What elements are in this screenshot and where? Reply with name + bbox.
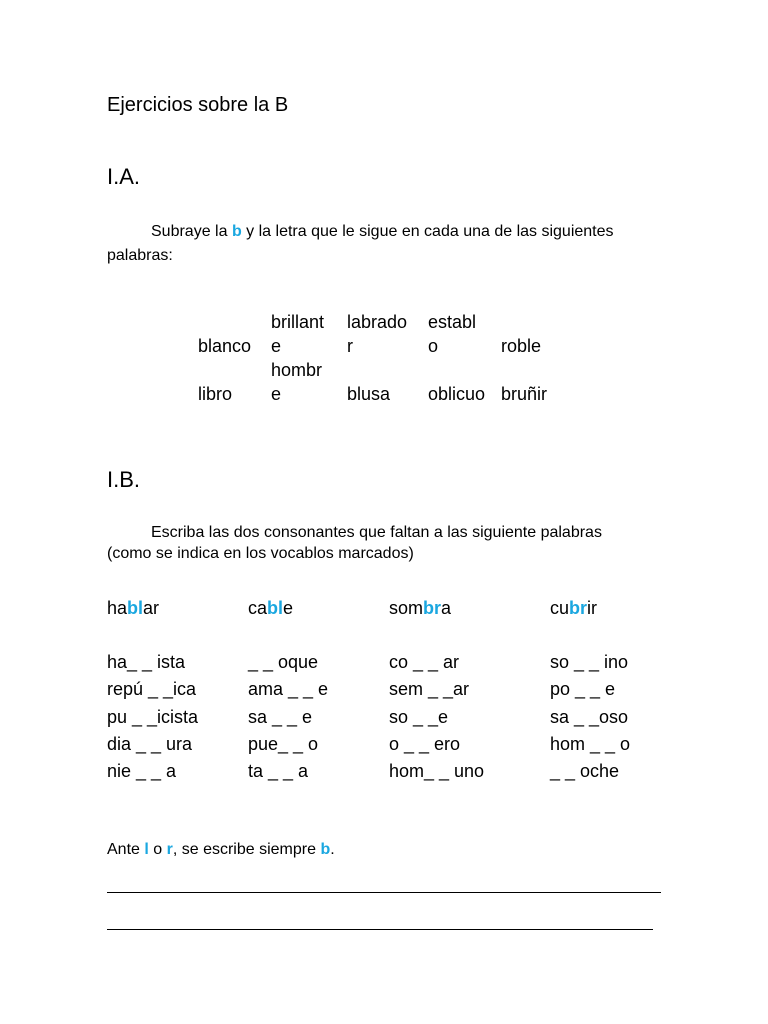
example-word: [248, 595, 293, 622]
exercise-item: sa _ _oso: [550, 706, 629, 727]
exercise-item: pu _ _icista: [107, 706, 199, 727]
exercise-column: [550, 649, 630, 785]
example-highlight: bl: [267, 598, 284, 618]
section-b-instruction-line2: (como se indica en los vocablos marcados): [107, 545, 414, 562]
example-prefix: cu: [550, 598, 570, 618]
word-cell: establ o: [428, 312, 477, 356]
exercise-column: [389, 649, 484, 785]
section-a-instruction: [151, 220, 614, 244]
example-suffix: a: [441, 598, 452, 618]
example-word: [550, 595, 597, 622]
exercise-item: hom_ _ uno: [389, 761, 485, 782]
exercise-item: sa _ _ e: [248, 706, 313, 727]
answer-line: [107, 892, 661, 893]
rule-highlight-b: b: [320, 841, 331, 858]
instruction-highlight-b: b: [231, 223, 242, 240]
word-cell: labrado r: [347, 312, 408, 356]
rule-highlight-l: l: [144, 841, 149, 858]
word-cell: bruñir: [501, 384, 548, 404]
example-suffix: e: [283, 598, 294, 618]
answer-line: [107, 929, 653, 930]
exercise-item: _ _ oche: [550, 761, 620, 782]
section-a-instruction-line2: palabras:: [107, 247, 173, 264]
instruction-text-2: y la letra que le sigue en cada una de las siguientes: [241, 223, 614, 240]
exercise-item: dia _ _ ura: [107, 733, 193, 754]
instruction-text-1: Subraye la: [151, 223, 232, 240]
example-prefix: som: [389, 598, 424, 618]
word-cell: libro: [198, 384, 233, 404]
exercise-item: _ _ oque: [248, 652, 319, 672]
section-b-instruction-line1: Escriba las dos consonantes que faltan a las siguiente palabras: [151, 524, 602, 541]
word-cell: hombr e: [271, 360, 323, 404]
exercise-column: [107, 649, 198, 785]
exercise-item: ha_ _ ista: [107, 652, 186, 672]
word-table: [198, 310, 561, 406]
exercise-item: co _ _ ar: [389, 652, 460, 672]
section-b-heading: I.B.: [107, 467, 141, 492]
example-highlight: br: [569, 598, 588, 618]
example-prefix: ca: [248, 598, 268, 618]
rule-text: , se escribe siempre: [172, 841, 321, 858]
word-cell: brillant e: [271, 312, 325, 356]
document-title: Ejercicios sobre la B: [107, 94, 289, 116]
section-a-heading: I.A.: [107, 164, 141, 189]
word-cell: blanco: [198, 336, 252, 356]
rule-sentence: [107, 838, 335, 862]
exercise-column: [248, 649, 328, 785]
exercise-item: ta _ _ a: [248, 761, 309, 782]
exercise-item: so _ _e: [389, 706, 449, 727]
exercise-item: so _ _ ino: [550, 652, 629, 672]
exercise-item: sem _ _ar: [389, 679, 470, 700]
exercise-item: po _ _ e: [550, 679, 616, 700]
example-suffix: ir: [587, 598, 598, 618]
example-highlight: bl: [127, 598, 144, 618]
rule-highlight-r: r: [166, 841, 173, 858]
rule-text: Ante: [107, 841, 145, 858]
word-row: [198, 310, 561, 358]
example-word: [389, 595, 451, 622]
word-row: [198, 358, 561, 406]
exercise-item: hom _ _ o: [550, 733, 631, 754]
rule-text: o: [148, 841, 167, 858]
example-suffix: ar: [143, 598, 160, 618]
exercise-item: ama _ _ e: [248, 679, 329, 700]
exercise-item: pue_ _ o: [248, 733, 319, 754]
word-cell: blusa: [347, 384, 391, 404]
word-cell: roble: [501, 336, 542, 356]
example-highlight: br: [423, 598, 442, 618]
example-prefix: ha: [107, 598, 128, 618]
exercise-item: nie _ _ a: [107, 761, 177, 782]
exercise-item: repú _ _ica: [107, 679, 197, 700]
example-word: [107, 595, 159, 622]
word-cell: oblicuo: [428, 384, 486, 404]
rule-text: .: [330, 841, 335, 858]
exercise-item: o _ _ ero: [389, 733, 461, 754]
